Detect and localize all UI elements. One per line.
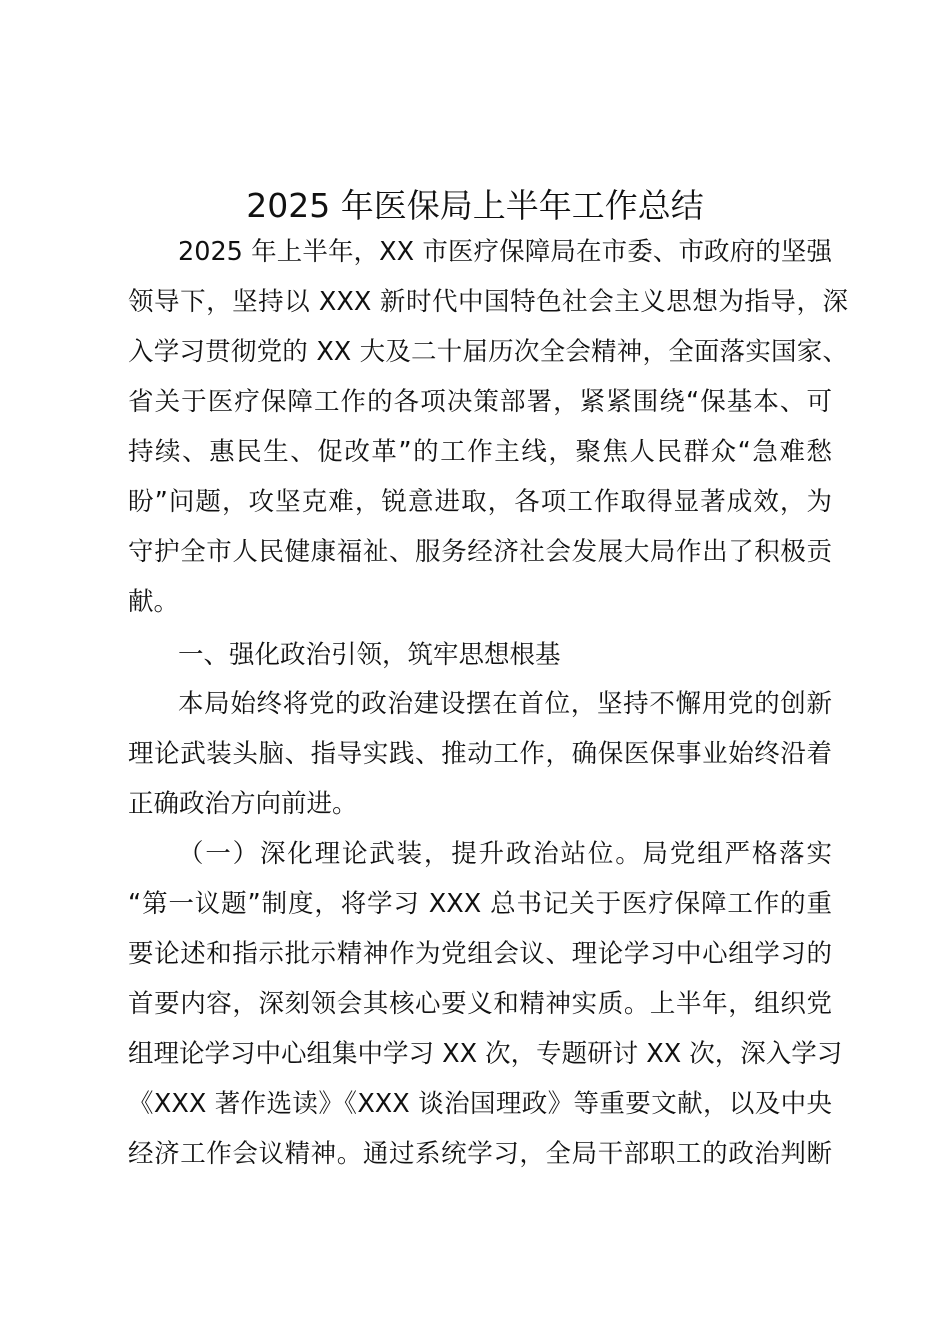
para2-line-6: 《XXX 著作选读》《XXX 谈治国理政》等重要文献，以及中央 <box>128 1089 832 1119</box>
section-heading-1: 一、强化政治引领，筑牢思想根基 <box>178 640 561 670</box>
intro-line-4: 省关于医疗保障工作的各项决策部署，紧紧围绕“保基本、可 <box>128 387 832 417</box>
intro-line-1: 2025 年上半年，XX 市医疗保障局在市委、市政府的坚强 <box>178 237 832 267</box>
para2-line-2: “第一议题”制度，将学习 XXX 总书记关于医疗保障工作的重 <box>128 889 832 919</box>
document-title: 2025 年医保局上半年工作总结 <box>246 186 704 225</box>
intro-line-3: 入学习贯彻党的 XX 大及二十届历次全会精神，全面落实国家、 <box>128 337 848 367</box>
para1-line-1: 本局始终将党的政治建设摆在首位，坚持不懈用党的创新 <box>178 689 832 719</box>
para1-line-3: 正确政治方向前进。 <box>128 789 358 819</box>
para2-line-4: 首要内容，深刻领会其核心要义和精神实质。上半年，组织党 <box>128 989 832 1019</box>
intro-line-7: 守护全市人民健康福祉、服务经济社会发展大局作出了积极贡 <box>128 537 832 567</box>
intro-line-6: 盼”问题，攻坚克难，锐意进取，各项工作取得显著成效，为 <box>128 487 832 517</box>
intro-line-2: 领导下，坚持以 XXX 新时代中国特色社会主义思想为指导，深 <box>128 287 848 317</box>
para2-line-3: 要论述和指示批示精神作为党组会议、理论学习中心组学习的 <box>128 939 832 969</box>
para2-line-1: （一）深化理论武装，提升政治站位。局党组严格落实 <box>178 839 832 869</box>
para1-line-2: 理论武装头脑、指导实践、推动工作，确保医保事业始终沿着 <box>128 739 832 769</box>
para2-line-7: 经济工作会议精神。通过系统学习，全局干部职工的政治判断 <box>128 1139 832 1169</box>
para2-line-5: 组理论学习中心组集中学习 XX 次，专题研讨 XX 次，深入学习 <box>128 1039 843 1069</box>
intro-line-8: 献。 <box>128 587 180 617</box>
intro-line-5: 持续、惠民生、促改革”的工作主线，聚焦人民群众“急难愁 <box>128 437 832 467</box>
